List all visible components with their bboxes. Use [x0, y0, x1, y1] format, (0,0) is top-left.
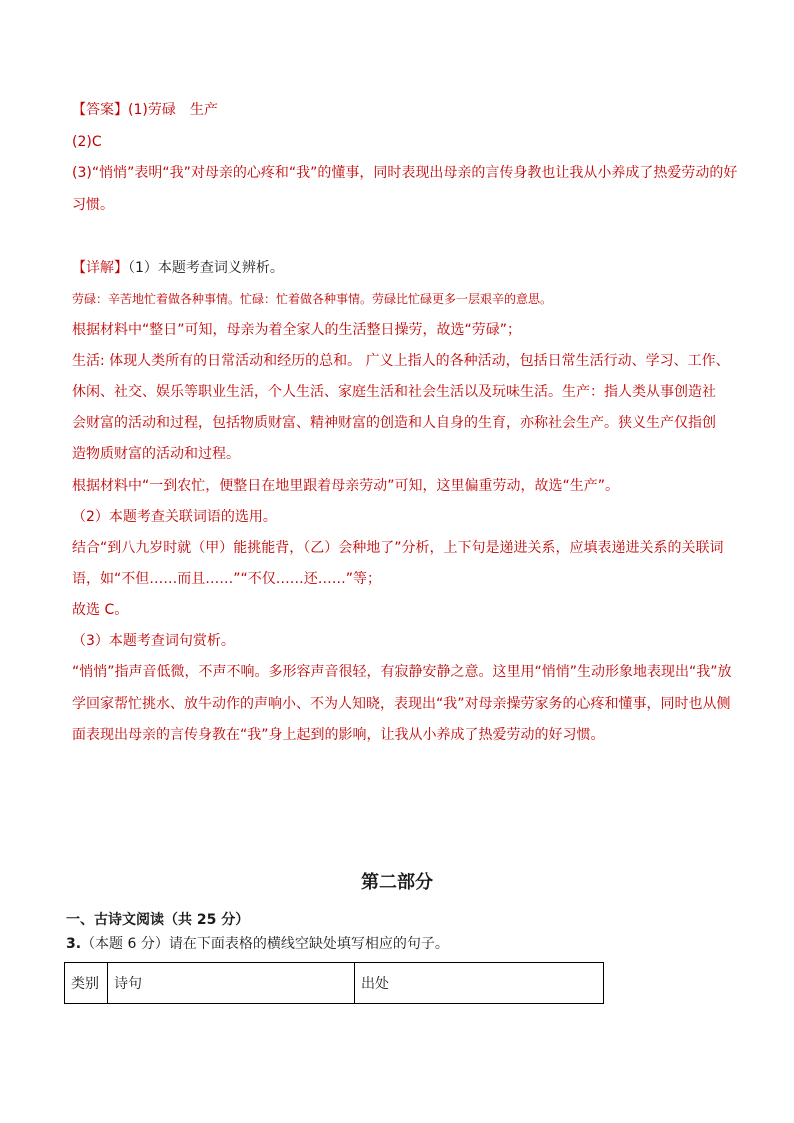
detail-line: 休闲、社交、娱乐等职业生活，个人生活、家庭生活和社会生活以及玩味生活。生产：指人类从事创造社 — [72, 384, 716, 400]
table-header-row — [65, 963, 604, 1004]
detail-line: 故选 C。 — [72, 602, 129, 618]
detail-line: 会财富的活动和过程，包括物质财富、精神财富的创造和人自身的生育，亦称社会生产。狭义生产仅指创 — [72, 415, 716, 431]
detail-line: 结合“到八九岁时就（甲）能挑能背，（乙）会种地了”分析，上下句是递进关系，应填表递进关系的关联词 — [72, 540, 724, 556]
table-header-source: 出处 — [355, 963, 604, 1004]
detail-line: “悄悄”指声音低微，不声不响。多形容声音很轻，有寂静安静之意。这里用“悄悄”生动形象地表现出“我”放 — [72, 664, 732, 680]
answer-1: (1)劳碌 生产 — [128, 102, 218, 118]
detail-intro-line — [72, 259, 284, 277]
table-header-verse: 诗句 — [108, 963, 355, 1004]
answer-label: 【答案】 — [72, 102, 128, 118]
detail-line: 根据材料中“一到农忙，便整日在地里跟着母亲劳动”可知，这里偏重劳动，故选“生产”。 — [72, 478, 620, 494]
answer-3-line-2: 习惯。 — [72, 197, 114, 213]
detail-line: 生活: 体现人类所有的日常活动和经历的总和。 广义上指人的各种活动，包括日常生活行动、学习、工作、 — [72, 353, 730, 369]
answer-3-line-1: (3)“悄悄”表明“我”对母亲的心疼和“我”的懂事，同时表现出母亲的言传身教也让我从小养成了热爱劳动的好 — [72, 165, 738, 181]
detail-line: 学回家帮忙挑水、放牛动作的声响小、不为人知晓，表现出“我”对母亲操劳家务的心疼和懂事，同时也从侧 — [72, 696, 731, 712]
detail-line: （3）本题考查词句赏析。 — [72, 633, 235, 649]
question-text: （本题 6 分）请在下面表格的横线空缺处填写相应的句子。 — [81, 936, 449, 952]
answer-2: (2)C — [72, 134, 102, 150]
detail-line: 根据材料中“整日”可知，母亲为着全家人的生活整日操劳，故选“劳碌”； — [72, 322, 522, 338]
question-3 — [66, 935, 449, 953]
detail-line: （2）本题考查关联词语的选用。 — [72, 509, 277, 525]
part-title: 第二部分 — [361, 872, 433, 893]
detail-line: 劳碌：辛苦地忙着做各种事情。忙碌：忙着做各种事情。劳碌比忙碌更多一层艰辛的意思。 — [72, 292, 553, 306]
table-header-category: 类别 — [65, 963, 108, 1004]
section-heading: 一、古诗文阅读（共 25 分） — [66, 912, 250, 928]
question-number: 3. — [66, 936, 82, 952]
detail-intro: （1）本题考查词义辨析。 — [128, 260, 284, 276]
detail-line: 造物质财富的活动和过程。 — [72, 446, 240, 462]
detail-line: 语，如“不但……而且……”“不仅……还……”等； — [72, 571, 382, 587]
poem-table — [64, 962, 604, 1004]
answer-line-1 — [72, 101, 218, 119]
detail-line: 面表现出母亲的言传身教在“我”身上起到的影响，让我从小养成了热爱劳动的好习惯。 — [72, 727, 605, 743]
detail-label: 【详解】 — [72, 260, 128, 276]
